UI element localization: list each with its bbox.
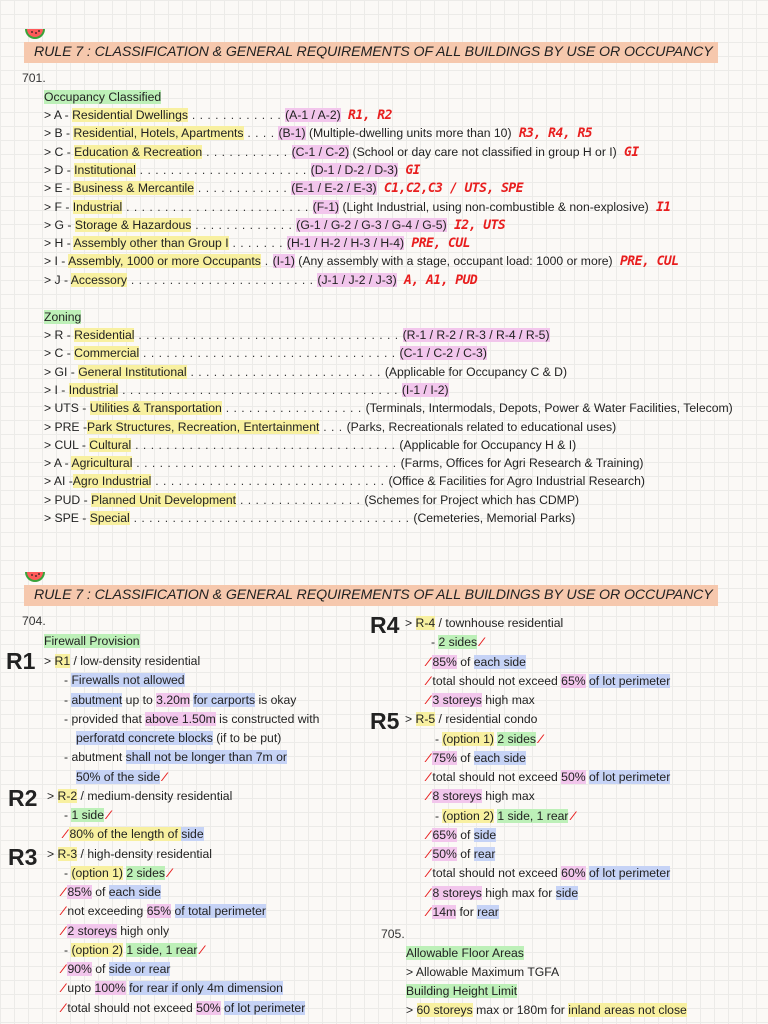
occupancy-row (44, 199, 671, 216)
zone-code: (R-1 / R-2 / R-3 / R-4 / R-5) (402, 328, 550, 342)
zone-name: Commercial (74, 346, 140, 361)
firewall-item (427, 885, 578, 902)
item-highlight: 90% (67, 962, 92, 976)
item-highlight: of lot perimeter (588, 866, 671, 881)
label-r3: R3 (8, 844, 38, 870)
item-text: of (456, 654, 474, 669)
zone-tag: R3, R4, R5 (511, 126, 593, 142)
check-mark: ⁄ (62, 923, 65, 938)
item-highlight: side (473, 827, 497, 842)
firewall-item (62, 961, 170, 978)
firewall-item (427, 788, 535, 805)
leader-dots: . . . . . . . . . . . . (194, 181, 292, 196)
item-highlight: R-3 (57, 846, 78, 861)
item-highlight: (option 1) (71, 865, 123, 880)
occupancy-note: (Multiple-dwelling units more than 10) (305, 126, 512, 141)
occupancy-note: (Light Industrial, using non-combustible & non-explosive) (339, 199, 649, 214)
item-text: is constructed with (215, 711, 320, 726)
zone-note: (Applicable for Occupancy C & D) (384, 364, 568, 379)
zoning-row (44, 473, 645, 490)
occupancy-name: Residential Dwellings (72, 108, 188, 122)
leader-dots: . . . . . . . . . . . (202, 144, 292, 159)
zone-note: (Terminals, Intermodals, Depots, Power & Water Facilities, Telecom) (365, 401, 733, 416)
item-text: - abutment (64, 750, 126, 765)
item-text (171, 904, 174, 918)
leader-dots: . . . . . . . . . . . . . . . . . . . . . . . . . . . . . . . . . . . . (129, 511, 414, 525)
firewall-item (405, 711, 537, 728)
zone-name: Agro Industrial (72, 474, 152, 489)
watermelon-icon (24, 27, 46, 41)
firewall-item (62, 980, 283, 997)
item-highlight: 1 side, 1 rear (126, 942, 198, 957)
item-highlight: rear (477, 904, 499, 919)
item-highlight: Firewalls not allowed (71, 673, 185, 688)
item-text: - (64, 673, 72, 688)
leader-dots: . . . . . . . . . . . . . . . . . . . . . . . . . . . . . . . . . . (134, 328, 403, 342)
leader-dots: . . . . . . . (228, 236, 287, 251)
firewall-item (64, 711, 319, 728)
height-limit-heading: Building Height Limit (406, 984, 518, 998)
item-highlight: each side (108, 885, 161, 899)
firewall-item (64, 826, 204, 843)
zone-prefix: > R - (44, 328, 75, 342)
occupancy-prefix: > J - (44, 272, 71, 287)
check-mark: ⁄ (427, 770, 430, 784)
item-text: (if to be put) (212, 731, 282, 745)
item-highlight: (option 2) (442, 808, 494, 823)
occupancy-note: (School or day care not classified in group H or I) (349, 144, 617, 159)
item-highlight: 65% (561, 673, 586, 688)
item-text: of (456, 847, 474, 861)
item-text: not exceeding (64, 904, 147, 919)
occupancy-prefix: > A - (44, 108, 73, 122)
zone-code: (I-1 / I-2) (401, 382, 449, 397)
occupancy-code: (A-1 / A-2) (285, 108, 341, 122)
zone-tag: GI (616, 144, 639, 160)
zone-name: Cultural (89, 437, 132, 452)
zone-prefix: > UTS - (44, 401, 90, 416)
occupancy-row (44, 125, 592, 142)
zone-prefix: > AI - (44, 474, 73, 489)
firewall-item (427, 750, 526, 767)
zone-prefix: > CUL - (44, 437, 90, 452)
item-text: > (405, 616, 416, 630)
leader-dots: . . . . . . . . . . . . . . . . . . . . . . . . . . . . . . . . . . (131, 437, 400, 452)
item-highlight: for rear if only 4m dimension (129, 981, 283, 996)
occupancy-prefix: > D - (44, 162, 75, 177)
item-text: > (47, 846, 58, 861)
rule-title: RULE 7 : CLASSIFICATION & GENERAL REQUIREMENTS OF ALL BUILDINGS BY USE OR OCCUPANCY (34, 587, 713, 603)
zone-code: (C-1 / C-2 / C-3) (399, 346, 487, 361)
label-r4: R4 (370, 612, 400, 638)
firewall-item (62, 1000, 305, 1017)
item-highlight: perforatd concrete blocks (76, 731, 213, 745)
item-highlight: for carports (193, 692, 256, 707)
firewall-item (64, 807, 109, 824)
item-text: high max (481, 789, 535, 804)
item-text: high max for (481, 885, 556, 900)
firewall-item (64, 672, 185, 689)
occupancy-row (44, 107, 392, 124)
zone-name: Agricultural (71, 456, 133, 471)
firewall-item (427, 673, 670, 690)
item-highlight: abutment (71, 692, 123, 707)
item-highlight: 2 sides (126, 865, 165, 880)
zone-note: (Applicable for Occupancy H & I) (399, 437, 577, 452)
check-mark: ⁄ (62, 962, 65, 976)
occupancy-prefix: > F - (44, 199, 73, 214)
item-highlight: above 1.50m (145, 711, 216, 726)
occupancy-row (44, 253, 679, 270)
occupancy-name: Education & Recreation (74, 144, 203, 159)
zoning-row (44, 364, 567, 381)
item-text: of (91, 885, 109, 899)
check-mark: ⁄ (427, 750, 430, 765)
zone-tag: PRE, CUL (612, 254, 679, 270)
zone-note: (Parks, Recreationals related to educational uses) (346, 419, 617, 434)
item-text: / townhouse residential (435, 616, 564, 630)
item-text: is okay (255, 692, 297, 707)
occupancy-code: (G-1 / G-2 / G-3 / G-4 / G-5) (296, 217, 447, 232)
check-mark: ⁄ (539, 731, 542, 746)
check-mark: ⁄ (480, 635, 483, 650)
item-text: / residential condo (435, 712, 538, 727)
item-text: of (91, 962, 109, 976)
item-text: up to (122, 692, 157, 707)
item-text: > (47, 788, 58, 803)
zone-tag: I2, UTS (446, 217, 506, 233)
zone-prefix: > PUD - (44, 492, 92, 507)
zone-prefix: > C - (44, 346, 75, 361)
item-highlight: R-2 (57, 788, 78, 803)
firewall-heading: Firewall Provision (44, 634, 140, 648)
occupancy-code: (E-1 / E-2 / E-3) (291, 181, 377, 196)
item-highlight: 14m (432, 904, 457, 919)
firewall-item (427, 769, 670, 786)
item-highlight: 2 storeys (67, 923, 117, 938)
firewall-item (76, 730, 281, 747)
item-highlight: 50% (561, 770, 586, 784)
item-text: - provided that (64, 711, 146, 726)
item-text: - (64, 808, 72, 822)
occupancy-prefix: > B - (44, 126, 74, 141)
occupancy-note: (Any assembly with a stage, occupant load: 1000 or more) (294, 254, 613, 269)
zone-name: Park Structures, Recreation, Entertainment (87, 419, 320, 434)
item-highlight: 2 sides (438, 635, 478, 650)
zoning-row (44, 510, 575, 527)
item-text: total should not exceed (64, 1000, 197, 1015)
firewall-item (64, 692, 296, 709)
section-number-701: 701. (22, 71, 46, 85)
item-highlight: of total perimeter (174, 904, 266, 919)
item-highlight: 50% of the side (76, 769, 161, 784)
item-highlight: of lot perimeter (588, 770, 671, 784)
occupancy-code: (C-1 / C-2) (291, 144, 350, 159)
occupancy-prefix: > G - (44, 217, 75, 232)
zone-tag: A, A1, PUD (396, 272, 478, 288)
firewall-item (47, 846, 212, 863)
item-text: total should not exceed (429, 866, 562, 881)
zoning-row (44, 455, 643, 472)
item-highlight: 65% (146, 904, 172, 919)
firewall-item (427, 692, 535, 709)
zoning-row (44, 492, 579, 509)
leader-dots: . . . (319, 419, 347, 434)
zone-prefix: > SPE - (44, 511, 90, 525)
item-text: of (456, 827, 474, 842)
zone-name: Utilities & Transportation (89, 401, 222, 416)
occupancy-heading: Occupancy Classified (44, 90, 162, 104)
firewall-item (435, 731, 541, 748)
zoning-row (44, 400, 733, 417)
check-mark: ⁄ (571, 808, 574, 823)
check-mark: ⁄ (62, 904, 65, 919)
occupancy-row (44, 144, 639, 161)
zoning-row (44, 382, 449, 399)
floor-area-line: > Allowable Maximum TGFA (406, 965, 560, 979)
check-mark: ⁄ (200, 942, 203, 957)
zoning-row (44, 327, 550, 344)
leader-dots: . . . . . . . . . . . . . . . . . . . . . . . . . . . . . . . . . (139, 346, 400, 361)
check-mark: ⁄ (427, 654, 430, 669)
zone-tag: I1 (648, 199, 671, 215)
occupancy-prefix: > E - (44, 181, 74, 196)
item-highlight: 85% (67, 885, 92, 899)
check-mark: ⁄ (427, 789, 430, 804)
leader-dots: . . . . . . . . . . . . . . . . . . . . . . . . (126, 272, 318, 287)
item-highlight: 8 storeys (432, 885, 482, 900)
leader-dots: . . . . . . . . . . . . . (191, 217, 297, 232)
item-highlight: rear (473, 847, 496, 861)
item-highlight: 3.20m (156, 692, 191, 707)
item-highlight: 8 storeys (432, 789, 482, 804)
item-text: > (405, 712, 416, 727)
occupancy-name: Business & Mercantile (73, 181, 195, 196)
item-highlight: R1 (54, 654, 71, 668)
check-mark: ⁄ (427, 866, 430, 881)
item-highlight: 1 side, 1 rear (497, 808, 569, 823)
occupancy-prefix: > H - (44, 236, 74, 251)
zone-tag: C1,C2,C3 / UTS, SPE (376, 181, 524, 197)
zoning-row (44, 437, 576, 454)
item-highlight: (option 2) (71, 942, 123, 957)
item-text: upto (64, 981, 95, 996)
firewall-item (405, 615, 563, 632)
check-mark: ⁄ (64, 827, 67, 842)
leader-dots: . . . . (243, 126, 279, 141)
occupancy-name: Assembly other than Group I (73, 236, 229, 251)
section-number-705: 705. (381, 927, 405, 941)
occupancy-name: Residential, Hotels, Apartments (73, 126, 244, 141)
leader-dots: . . . . . . . . . . . . . . . . . . . . . . . . . (186, 364, 385, 379)
firewall-item (62, 903, 266, 920)
occupancy-row (44, 217, 505, 234)
firewall-item (44, 653, 200, 670)
item-text: - (64, 942, 72, 957)
item-highlight: R-5 (415, 712, 436, 727)
item-highlight: of lot perimeter (223, 1000, 306, 1015)
item-text: for (456, 904, 478, 919)
leader-dots: . . . . . . . . . . . . . . . . . . . . . . (135, 162, 311, 177)
item-highlight: 1 side (71, 808, 104, 822)
firewall-item (431, 634, 483, 651)
check-mark: ⁄ (427, 827, 430, 842)
item-text: / low-density residential (70, 654, 201, 668)
item-highlight: 85% (432, 654, 457, 669)
firewall-item (62, 884, 161, 901)
check-mark: ⁄ (163, 769, 166, 784)
occupancy-prefix: > I - (44, 254, 69, 269)
item-highlight: shall not be longer than 7m or (125, 750, 287, 765)
firewall-item (435, 808, 574, 825)
firewall-item (64, 749, 287, 766)
occupancy-code: (D-1 / D-2 / D-3) (310, 162, 399, 177)
item-highlight: (option 1) (442, 731, 494, 746)
occupancy-code: (I-1) (272, 254, 295, 269)
item-text: - (64, 865, 72, 880)
zone-name: Planned Unit Development (91, 492, 237, 507)
item-text: high only (116, 923, 170, 938)
item-highlight: 2 sides (497, 731, 536, 746)
firewall-item (76, 769, 165, 786)
item-text: / medium-density residential (77, 788, 233, 803)
label-r1: R1 (6, 648, 36, 674)
firewall-item (427, 654, 526, 671)
item-text: - (435, 808, 443, 823)
check-mark: ⁄ (427, 673, 430, 688)
leader-dots: . . . . . . . . . . . . (187, 108, 286, 122)
item-highlight: 50% (196, 1000, 221, 1015)
item-highlight: R-4 (415, 616, 436, 630)
zone-note: (Cemeteries, Memorial Parks) (413, 511, 576, 525)
zone-prefix: > A - (44, 456, 72, 471)
rule-title: RULE 7 : CLASSIFICATION & GENERAL REQUIREMENTS OF ALL BUILDINGS BY USE OR OCCUPANCY (34, 44, 713, 60)
leader-dots: . . . . . . . . . . . . . . . . . . . . . . . . . . . . . . . . . . . . (118, 382, 402, 397)
check-mark: ⁄ (62, 981, 65, 996)
zone-name: Residential (74, 328, 135, 342)
leader-dots: . . . . . . . . . . . . . . . . . . . . . . . . . . . . . . . . . . (132, 456, 401, 471)
check-mark: ⁄ (107, 808, 110, 822)
item-text: - (431, 635, 439, 650)
item-highlight: 60% (561, 866, 586, 881)
item-text: - (64, 692, 72, 707)
occupancy-row (44, 272, 477, 289)
check-mark: ⁄ (168, 865, 171, 880)
check-mark: ⁄ (427, 693, 430, 707)
item-text: of (456, 750, 474, 765)
label-r2: R2 (8, 785, 38, 811)
zoning-heading: Zoning (44, 310, 82, 324)
zone-prefix: > GI - (44, 364, 79, 379)
item-text: - (435, 731, 443, 746)
floor-area-heading: Allowable Floor Areas (406, 946, 524, 960)
firewall-item (427, 904, 499, 921)
item-highlight: 75% (432, 750, 457, 765)
occupancy-name: Institutional (74, 162, 136, 177)
zone-note: (Schemes for Project which has CDMP) (364, 492, 580, 507)
zone-prefix: > PRE - (44, 419, 88, 434)
occupancy-name: Storage & Hazardous (74, 217, 192, 232)
height-limit-line: > 60 storeys max or 180m for inland areas not close (406, 1003, 687, 1017)
occupancy-code: (B-1) (278, 126, 306, 141)
leader-dots: . . . . . . . . . . . . . . . . (236, 492, 365, 507)
watermelon-icon (24, 570, 46, 584)
leader-dots: . . . . . . . . . . . . . . . . . . . . . . . . (122, 199, 313, 214)
item-highlight: 3 storeys (432, 693, 482, 707)
occupancy-prefix: > C - (44, 144, 75, 159)
item-highlight: of lot perimeter (588, 673, 671, 688)
zone-tag: PRE, CUL (404, 236, 471, 252)
leader-dots: . (260, 254, 273, 269)
check-mark: ⁄ (427, 885, 430, 900)
zoning-row (44, 345, 487, 362)
item-highlight: side (555, 885, 579, 900)
zone-name: General Institutional (78, 364, 187, 379)
zone-name: Special (89, 511, 130, 525)
firewall-item (62, 923, 169, 940)
section-number-704: 704. (22, 614, 46, 628)
item-text: total should not exceed (429, 673, 562, 688)
item-highlight: each side (473, 654, 526, 669)
occupancy-code: (J-1 / J-2 / J-3) (317, 272, 397, 287)
firewall-item (64, 942, 203, 959)
item-text: total should not exceed (429, 770, 562, 784)
item-highlight: side or rear (108, 962, 171, 976)
occupancy-row (44, 180, 523, 197)
firewall-item (64, 865, 170, 882)
check-mark: ⁄ (62, 1000, 65, 1015)
zone-prefix: > I - (44, 382, 69, 397)
occupancy-name: Accessory (70, 272, 127, 287)
item-highlight: 100% (94, 981, 126, 996)
leader-dots: . . . . . . . . . . . . . . . . . . (221, 401, 366, 416)
occupancy-row (44, 162, 420, 179)
item-highlight: 65% (432, 827, 457, 842)
item-text: > (44, 654, 55, 668)
item-highlight: each side (473, 750, 526, 765)
item-highlight: side (181, 827, 204, 842)
item-text: high max (481, 693, 535, 707)
item-text: / high-density residential (77, 846, 212, 861)
zoning-row (44, 419, 616, 436)
occupancy-name: Industrial (72, 199, 123, 214)
occupancy-code: (H-1 / H-2 / H-3 / H-4) (286, 236, 405, 251)
occupancy-code: (F-1) (312, 199, 340, 214)
label-r5: R5 (370, 708, 400, 734)
item-highlight: 80% of the length of (69, 827, 182, 842)
check-mark: ⁄ (427, 847, 430, 861)
zone-tag: R1, R2 (340, 108, 392, 123)
firewall-item (427, 865, 670, 882)
check-mark: ⁄ (427, 904, 430, 919)
zone-tag: GI (398, 162, 421, 178)
leader-dots: . . . . . . . . . . . . . . . . . . . . . . . . . . . . . . (151, 474, 389, 489)
occupancy-name: Assembly, 1000 or more Occupants (68, 254, 261, 269)
zone-name: Industrial (68, 382, 119, 397)
firewall-item (427, 827, 496, 844)
firewall-item (427, 846, 495, 863)
zone-note: (Office & Facilities for Agro Industrial Research) (388, 474, 645, 489)
firewall-item (47, 788, 232, 805)
zone-note: (Farms, Offices for Agri Research & Training) (400, 456, 644, 471)
item-highlight: 50% (432, 847, 457, 861)
occupancy-row (44, 235, 470, 252)
check-mark: ⁄ (62, 885, 65, 899)
